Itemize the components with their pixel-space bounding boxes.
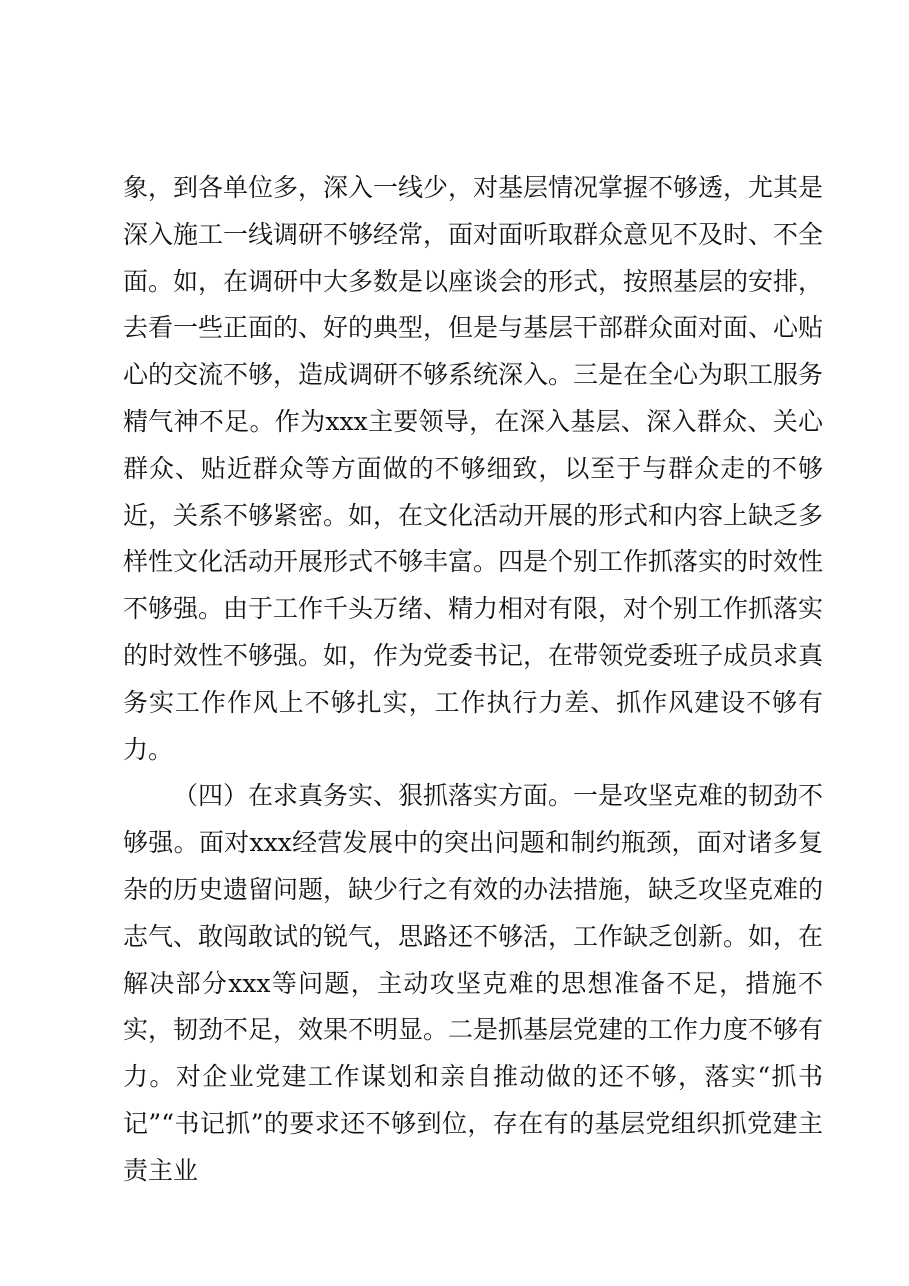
paragraph-continued: 象，到各单位多，深入一线少，对基层情况掌握不够透，尤其是深入施工一线调研不够经常，面对面听取群众意见不及时、不全面。如，在调研中大多数是以座谈会的形式，按照基层的安排，去看一些正面的、好的典型，但是与基层干部群众面对面、心贴心的交流不够，造成调研不够系统深入。三是在全心为职工服务精气神不足。作为xxx主要领导，在深入基层、深入群众、关心群众、贴近群众等方面做的不够细致，以至于与群众走的不够近，关系不够紧密。如，在文化活动开展的形式和内容上缺乏多样性文化活动开展形式不够丰富。四是个别工作抓落实的时效性不够强。由于工作千头万绪、精力相对有限，对个别工作抓落实的时效性不够强。如，作为党委书记，在带领党委班子成员求真务实工作作风上不够扎实，工作执行力差、抓作风建设不够有力。 xyxy=(123,173,824,764)
document-body xyxy=(123,165,823,1195)
paragraph-section-four: （四）在求真务实、狠抓落实方面。一是攻坚克难的韧劲不够强。面对xxx经营发展中的突出问题和制约瓶颈，面对诸多复杂的历史遗留问题，缺少行之有效的办法措施，缺乏攻坚克难的志气、敢闯敢试的锐气，思路还不够活，工作缺乏创新。如，在解决部分xxx等问题，主动攻坚克难的思想准备不足，措施不实，韧劲不足，效果不明显。二是抓基层党建的工作力度不够有力。对企业党建工作谋划和亲自推动做的还不够，落实“抓书记”“书记抓”的要求还不够到位，存在有的基层党组织抓党建主责主业 xyxy=(123,781,824,1185)
